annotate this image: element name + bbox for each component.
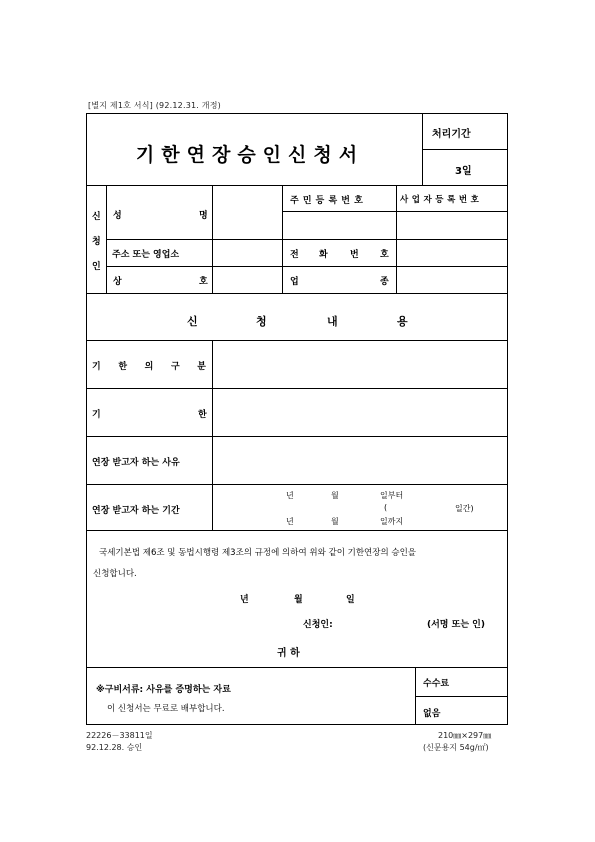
extension-reason-field[interactable]: [215, 439, 509, 483]
trade-name-label-b: 호: [199, 277, 208, 287]
paper-size: 210㎜×297㎜: [438, 731, 492, 740]
date-year-label: 년: [240, 595, 249, 605]
deadline-label-a: 기: [92, 410, 101, 420]
deadline-type-label: [92, 359, 206, 372]
divider: [415, 696, 508, 697]
applicant-side-label-1: 신: [92, 212, 101, 222]
processing-period-value: 3일: [455, 166, 472, 177]
phone-label-c: 번: [350, 250, 359, 260]
phone-field[interactable]: [399, 242, 509, 265]
period-day-to: 일까지: [380, 517, 404, 526]
fee-value: 없음: [423, 709, 441, 719]
applicant-side-label-2: 청: [92, 237, 101, 247]
addressee-label: 귀 하: [277, 648, 300, 659]
form-number-note: [별지 제1호 서식] (92.12.31. 개정): [88, 101, 221, 110]
free-distribution-note: 이 신청서는 무료로 배부합니다.: [107, 704, 225, 714]
deadline-field[interactable]: [215, 391, 509, 435]
phone-label-b: 화: [319, 250, 328, 260]
period-day-from: 일부터: [380, 491, 404, 500]
deadline-type-label-char: 기: [92, 362, 101, 372]
processing-period-label: 처리기간: [432, 129, 471, 140]
deadline-label-b: 한: [198, 410, 207, 420]
deadline-type-label-char: 의: [144, 362, 154, 372]
period-paren: (: [384, 503, 388, 512]
divider: [86, 530, 508, 531]
period-month-to: 월: [331, 517, 339, 526]
trade-name-label-a: 상: [113, 277, 122, 287]
deadline-type-label-char: 한: [118, 362, 128, 372]
extension-period-label: 연장 받고자 하는 기간: [92, 506, 180, 516]
business-type-field[interactable]: [399, 269, 509, 292]
deadline-type-label-char: 분: [197, 362, 206, 372]
paper-weight: (신문용지 54g/㎡): [423, 743, 489, 752]
form-code: 22226－33811일: [86, 731, 153, 740]
divider: [86, 340, 508, 341]
phone-label-d: 호: [380, 250, 389, 260]
sign-or-seal-label: (서명 또는 인): [427, 620, 485, 630]
required-documents-note: ※구비서류: 사유를 증명하는 자료: [96, 685, 231, 695]
divider: [422, 149, 508, 150]
declaration-line-1: 국세기본법 제6조 및 동법시행령 제3조의 규정에 의하여 위와 같이 기한연장의 승인을: [99, 548, 417, 558]
trade-name-field[interactable]: [215, 269, 283, 292]
applicant-side-label-3: 인: [92, 262, 101, 272]
period-year-to: 년: [286, 517, 294, 526]
date-day-label: 일: [346, 595, 355, 605]
fee-label: 수수료: [423, 679, 450, 689]
resident-number-label: 주 민 등 록 번 호: [290, 196, 364, 206]
business-type-label-b: 종: [380, 277, 389, 287]
declaration-line-2: 신청합니다.: [93, 569, 137, 579]
section-char-2: 청: [256, 315, 267, 328]
section-char-1: 신: [187, 315, 198, 328]
name-field[interactable]: [215, 188, 283, 238]
divider: [86, 484, 508, 485]
deadline-type-field[interactable]: [215, 343, 509, 387]
deadline-type-label-char: 구: [170, 362, 180, 372]
divider: [106, 239, 508, 240]
resident-number-field[interactable]: [285, 214, 397, 238]
divider: [106, 266, 508, 267]
name-label-b: 명: [199, 211, 208, 221]
address-field[interactable]: [215, 242, 283, 265]
phone-label-a: 전: [290, 250, 299, 260]
period-month-from: 월: [331, 491, 339, 500]
divider: [86, 185, 508, 186]
divider: [86, 388, 508, 389]
extension-reason-label: 연장 받고자 하는 사유: [92, 458, 180, 468]
divider: [86, 293, 508, 294]
divider: [282, 211, 508, 212]
business-number-label: 사 업 자 등 록 번 호: [400, 195, 480, 205]
name-label-a: 성: [113, 211, 122, 221]
approval-date: 92.12.28. 승인: [86, 743, 143, 752]
business-number-field[interactable]: [399, 214, 509, 238]
period-days: 일간): [455, 504, 474, 513]
period-year-from: 년: [286, 491, 294, 500]
date-month-label: 월: [294, 595, 303, 605]
section-char-4: 용: [397, 315, 408, 328]
form-title: 기한연장승인신청서: [135, 144, 365, 166]
business-type-label-a: 업: [290, 277, 299, 287]
applicant-signature-label: 신청인:: [303, 620, 333, 630]
section-char-3: 내: [327, 315, 338, 328]
address-label: 주소 또는 영업소: [112, 250, 180, 260]
divider: [86, 436, 508, 437]
divider: [212, 340, 213, 530]
divider: [86, 667, 508, 668]
